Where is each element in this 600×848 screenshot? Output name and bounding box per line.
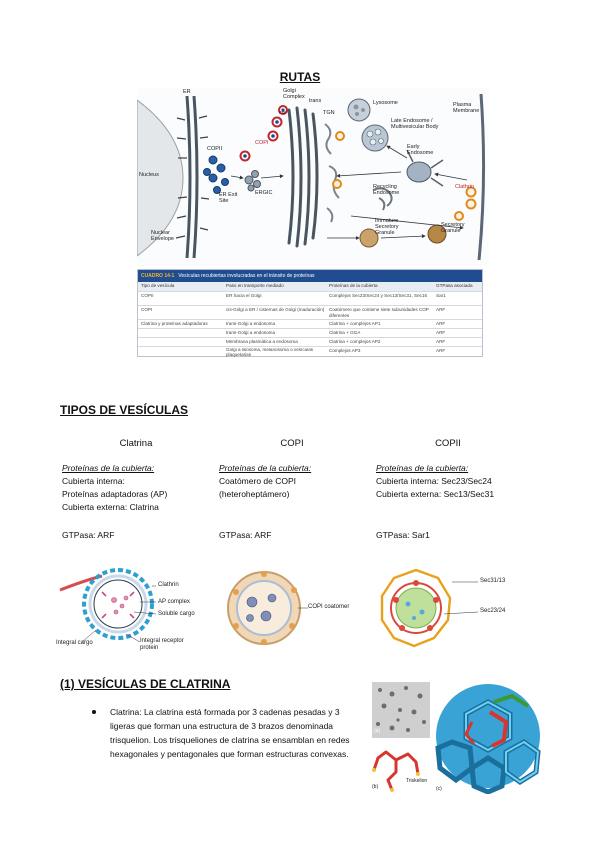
micrograph-panel-b (372, 740, 430, 792)
label-trans: trans (309, 98, 322, 104)
label-ap-complex: AP complex (158, 599, 190, 605)
cuadro-title-bar (138, 270, 482, 282)
label-clathrin-coat: Clathrin (158, 582, 179, 588)
table-cell: ARF (436, 307, 446, 312)
clathrin-vesicle-diagram (56, 562, 206, 654)
protein-line: Coatómero de COPI (219, 476, 297, 486)
gtpasa-copi: GTPasa: ARF (219, 530, 272, 540)
label-panel-c: (c) (436, 786, 442, 792)
cuadro-number: CUADRO 14-1 (141, 273, 175, 279)
pathways-figure (137, 88, 489, 266)
table-cell: ARF (436, 348, 446, 353)
label-panel-a: (a) (374, 728, 381, 734)
micrograph-texture (372, 682, 430, 738)
cuadro-table (137, 269, 483, 357)
table-header-cell: GTPasa asociada (436, 283, 473, 288)
triskelion-drawing (372, 740, 430, 792)
label-copi: COPI (255, 140, 269, 146)
table-header-row (138, 282, 482, 292)
column-copii (376, 462, 546, 501)
clathrin-bullet-text: Clatrina: La clatrina está formada por 3 cadenas pesadas y 3 ligeras que forman una estructura de 3 brazos denominada trisquelion. Los trisqueliones de clatrina se ensamblan en redes hexagonales y pentagonales que forman estructuras convexas. (110, 707, 350, 759)
label-secretory-granule: Secretory Granule (441, 222, 465, 234)
section-tipos-heading: TIPOS DE VESÍCULAS (60, 403, 189, 417)
protein-line: Cubierta interna: (62, 476, 125, 486)
table-header-cell: Proteínas de la cubierta (329, 283, 378, 288)
proteins-label: Proteínas de la cubierta: (219, 463, 312, 473)
table-row (138, 292, 482, 306)
label-late-endosome: Late Endosome / Multivesicular Body (391, 118, 439, 130)
label-panel-b: (b) (372, 784, 379, 790)
label-copi-coatomer: COPI coatomer (308, 604, 350, 610)
table-cell: ARF (436, 330, 446, 335)
label-tgn: TGN (323, 110, 335, 116)
table-cell: Clatrina + GGA (329, 330, 361, 335)
copi-vesicle-illustration (222, 568, 352, 654)
table-cell: trans-Golgi a endosoma (226, 330, 276, 335)
table-cell: ARF (436, 339, 446, 344)
column-heading-clatrina: Clatrina (119, 438, 153, 449)
pathways-diagram (137, 88, 489, 266)
bullet-dot (92, 710, 96, 714)
label-golgi: Golgi Complex (283, 88, 305, 100)
protein-line: Cubierta externa: Clatrina (62, 502, 159, 512)
label-plasma-membrane: Plasma Membrane (453, 102, 480, 114)
table-cell: ARF (436, 321, 446, 326)
label-triskelion: Triskelion (406, 778, 428, 784)
label-immature-granule: Immature Secretory Granule (375, 218, 399, 236)
label-integral-cargo: Integral cargo (56, 640, 93, 646)
table-cell: Clatrina y proteínas adaptadoras (141, 321, 208, 326)
label-integral-receptor: Integral receptor protein (140, 638, 184, 651)
column-heading-copi: COPI (280, 438, 304, 449)
table-row (138, 320, 482, 329)
label-sec23: Sec23/24 (480, 608, 506, 614)
gtpasa-copii: GTPasa: Sar1 (376, 530, 430, 540)
label-copii: COPII (207, 146, 222, 152)
table-cell: ER hacia el Golgi (226, 293, 262, 298)
column-copi (219, 462, 369, 501)
copii-vesicle-diagram (378, 568, 538, 654)
table-cell: COPII (141, 293, 154, 298)
protein-line: Cubierta externa: Sec13/Sec31 (376, 489, 495, 499)
gtpasa-clatrina: GTPasa: ARF (62, 530, 115, 540)
copii-vesicle-illustration (378, 568, 538, 654)
clathrin-cage-image (432, 682, 544, 794)
protein-line: Proteínas adaptadoras (AP) (62, 489, 168, 499)
column-heading-copii: COPII (435, 438, 461, 449)
table-row (138, 347, 482, 356)
label-lysosome: Lysosome (373, 100, 398, 106)
label-soluble-cargo: Soluble cargo (158, 611, 195, 617)
copi-vesicle-diagram (222, 568, 352, 654)
table-row (138, 329, 482, 338)
proteins-label: Proteínas de la cubierta: (376, 463, 469, 473)
label-nuclear-envelope: Nuclear Envelope (151, 230, 174, 242)
label-cis: cis (279, 110, 286, 116)
label-er: ER (183, 89, 191, 95)
table-row (138, 338, 482, 347)
label-clathrin: Clathrin (455, 184, 474, 190)
column-clatrina (62, 462, 212, 514)
clathrin-cage-illustration (432, 682, 544, 794)
label-ergic: ERGIC (255, 190, 273, 196)
micrograph-panel-a (372, 682, 430, 738)
table-cell: Clatrina + complejos AP1 (329, 321, 381, 326)
section-clatrina-heading: (1) VESÍCULAS DE CLATRINA (60, 677, 231, 691)
table-cell: Sar1 (436, 293, 446, 298)
label-er-exit: ER Exit Site (219, 192, 238, 204)
table-header-cell: Tipo de vesícula (141, 283, 175, 288)
table-cell: trans-Golgi a endosoma (226, 321, 276, 326)
proteins-label: Proteínas de la cubierta: (62, 463, 155, 473)
cuadro-caption: Vesículas recubiertas involucradas en el tránsito de proteínas (178, 273, 315, 279)
table-cell: COPI (141, 307, 153, 312)
protein-line: Cubierta interna: Sec23/Sec24 (376, 476, 492, 486)
page-title: RUTAS (279, 70, 321, 84)
label-nucleus: Nucleus (139, 172, 159, 178)
label-sec13: Sec31/13 (480, 578, 506, 584)
table-cell: Golgi a lisosoma, melanosoma o vesículas plaquetarias (226, 348, 314, 357)
table-cell: Coatómero que contiene siete subunidades COP diferentes (329, 307, 429, 318)
table-cell: Membrana plasmática a endosoma (226, 339, 298, 344)
label-early-endosome: Early Endosome (407, 144, 434, 156)
table-cell: Complejos Sec23/Sec24 y Sec13/Sec31, Sec16 (329, 293, 428, 298)
table-cell: Complejos AP3 (329, 348, 361, 353)
table-cell: cis-Golgi a ER / cisternas de Golgi (maduración) (226, 307, 325, 312)
label-recycling-endosome: Recycling Endosome (373, 184, 400, 196)
table-header-cell: Paso en transporte mediado (226, 283, 284, 288)
protein-line: (heteroheptámero) (219, 489, 290, 499)
table-row (138, 306, 482, 320)
table-cell: Clatrina + complejos AP2 (329, 339, 381, 344)
